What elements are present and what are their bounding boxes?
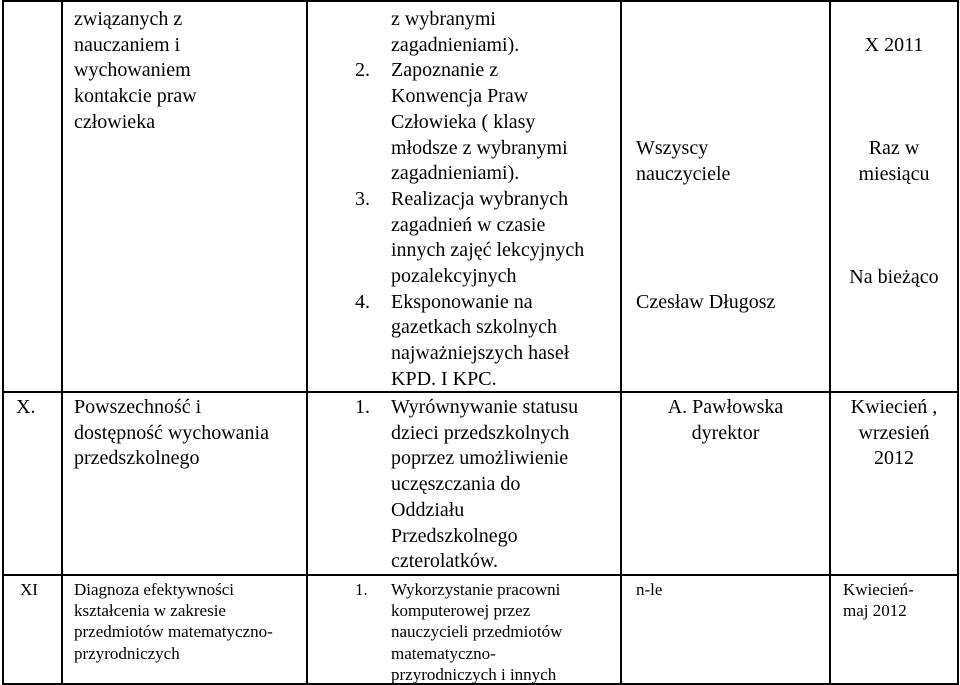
deadline-line: Na bieżąco — [849, 266, 939, 288]
task-line: Oddziału — [391, 498, 465, 521]
row3-tasks — [355, 579, 562, 685]
row3-deadline — [843, 579, 914, 621]
task-line: uczęszczania do — [391, 473, 521, 496]
row3-topic — [74, 579, 273, 664]
task-line: Człowieka ( klasy — [391, 110, 536, 133]
row3-responsible — [636, 579, 662, 600]
row2-tasks — [355, 395, 578, 575]
row1-topic-line: wychowaniem — [74, 59, 191, 82]
column-divider-4 — [829, 0, 831, 685]
task-number: 3. — [355, 187, 370, 210]
deadline-line: miesiącu — [858, 162, 930, 185]
row1-tasks — [355, 7, 584, 393]
deadline-line: X 2011 — [864, 34, 924, 56]
task-line: młodsze z wybranymi — [391, 136, 568, 159]
task-number: 4. — [355, 290, 370, 313]
responsible-line: nauczyciele — [636, 162, 731, 185]
row3-topic-line: przyrodniczych — [74, 643, 180, 663]
task-line: czterolatków. — [391, 550, 498, 573]
row1-deadline-ongoing — [831, 265, 957, 291]
row3-topic-line: Diagnoza efektywności — [74, 580, 235, 599]
row1-topic-line: kontakcie praw — [74, 85, 197, 108]
row1-topic-line: związanych z — [74, 8, 183, 30]
responsible-line: A. Pawłowska — [667, 396, 784, 418]
row1-deadline-date — [831, 33, 957, 59]
task-line: dzieci przedszkolnych — [391, 421, 570, 444]
table-border-top — [2, 0, 959, 2]
task-line: poprzez umożliwienie — [391, 447, 569, 470]
task-line: przyrodniczych i innych — [391, 664, 557, 684]
column-divider-2 — [306, 0, 308, 685]
task-line: z wybranymi — [391, 8, 496, 30]
task-line: Konwencja Praw — [391, 85, 529, 108]
task-line: innych zajęć lekcyjnych — [391, 239, 585, 262]
task-number: 1. — [355, 396, 370, 418]
task-line: 2. Zapoznanie z — [355, 58, 584, 84]
row3-topic-line: przedmiotów matematyczno- — [74, 622, 273, 642]
deadline-line: Kwiecień- — [843, 580, 914, 599]
row1-topic — [74, 7, 197, 136]
deadline-line: Raz w — [868, 137, 920, 159]
row3-topic-line: kształcenia w zakresie — [74, 601, 226, 621]
task-line: pozalekcyjnych — [391, 265, 517, 288]
row2-responsible — [622, 395, 829, 446]
task-line: zagadnieniami). — [391, 33, 520, 56]
row2-number: X. — [16, 396, 36, 418]
deadline-line: maj 2012 — [843, 601, 907, 621]
task-line: 1. Wykorzystanie pracowni — [355, 580, 561, 599]
row2-deadline — [831, 395, 957, 472]
row1-topic-line: nauczaniem i — [74, 33, 181, 56]
task-line: 4. Eksponowanie na — [355, 290, 584, 316]
row1-responsible-person — [636, 290, 775, 316]
deadline-line: Kwiecień , — [850, 396, 938, 418]
row2-topic-line: przedszkolnego — [74, 447, 200, 470]
task-line: nauczycieli przedmiotów — [391, 622, 563, 642]
responsible-line: Wszyscy — [636, 137, 709, 159]
row1-responsible-group — [636, 136, 730, 187]
task-line: zagadnieniami). — [391, 162, 520, 185]
task-line: 3. Realizacja wybranych — [355, 187, 584, 213]
column-border-right — [957, 0, 959, 685]
row2-topic-line: dostępność wychowania — [74, 421, 269, 444]
responsible-line: dyrektor — [691, 421, 760, 444]
row2-topic — [74, 395, 269, 472]
row1-deadline-frequency — [831, 136, 957, 187]
task-number: 2. — [355, 59, 370, 82]
column-divider-3 — [620, 0, 622, 685]
column-divider-1 — [61, 0, 63, 685]
row3-number: XI — [20, 580, 38, 599]
row2-topic-line: Powszechność i — [74, 396, 202, 418]
deadline-line: 2012 — [874, 447, 914, 470]
deadline-line: wrzesień — [858, 421, 930, 444]
responsible-line: Czesław Długosz — [636, 291, 776, 313]
task-line: KPD. I KPC. — [391, 367, 497, 390]
task-line: komputerowej przez — [391, 601, 531, 621]
task-line: Przedszkolnego — [391, 524, 518, 547]
task-line: 1. Wyrównywanie statusu — [355, 395, 578, 421]
task-number: 1. — [355, 580, 368, 599]
row1-topic-line: człowieka — [74, 110, 156, 133]
responsible-line: n-le — [636, 580, 663, 599]
task-line: matematyczno- — [391, 643, 496, 663]
task-line: zagadnień w czasie — [391, 213, 546, 236]
column-border-left — [2, 0, 4, 685]
task-line: gazetkach szkolnych — [391, 316, 558, 339]
task-line: najważniejszych haseł — [391, 342, 570, 365]
